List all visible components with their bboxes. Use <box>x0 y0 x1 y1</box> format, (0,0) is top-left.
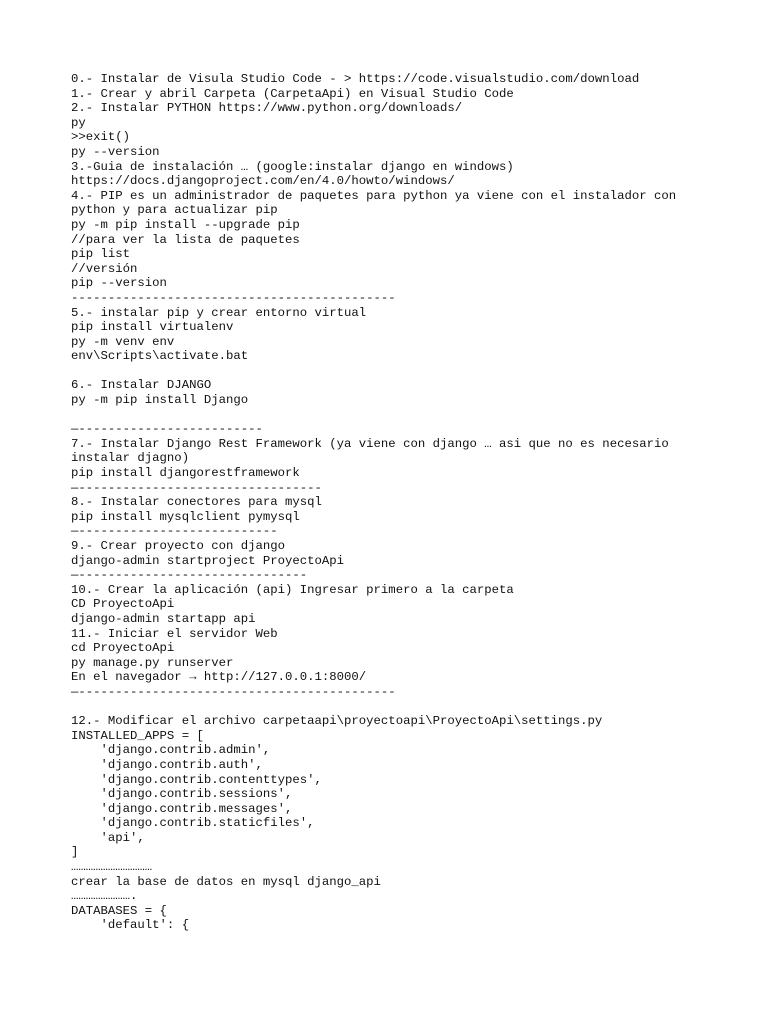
text-line: CD ProyectoApi <box>71 597 175 612</box>
separator-line: —------------------------------- <box>71 568 308 583</box>
text-line: 5.- instalar pip y crear entorno virtual <box>71 305 367 320</box>
text-line: 9.- Crear proyecto con django <box>71 539 286 553</box>
text-line: py --version <box>71 144 160 159</box>
code-line: 'django.contrib.messages', <box>71 801 293 816</box>
text-line: 10.- Crear la aplicación (api) Ingresar primero a la carpeta <box>71 582 514 597</box>
text-line: 11.- Iniciar el servidor Web <box>71 626 278 641</box>
text-line: django-admin startapp api <box>71 611 256 626</box>
text-line: >>exit() <box>71 130 131 145</box>
text-line: pip --version <box>71 276 167 291</box>
code-line: 'default': { <box>71 918 190 933</box>
text-line: 12.- Modificar el archivo carpetaapi\proyectoapi\ProyectoApi\settings.py <box>71 714 603 729</box>
text-line: 4.- PIP es un administrador de paquetes para python ya viene con el instalador con <box>71 188 677 203</box>
text-line: 6.- Instalar DJANGO <box>71 378 212 393</box>
blank-line <box>71 408 751 423</box>
text-line: django-admin startproject ProyectoApi <box>71 553 345 568</box>
code-line: 'django.contrib.admin', <box>71 743 271 758</box>
text-line: 2.- Instalar PYTHON https://www.python.org/downloads/ <box>71 101 463 116</box>
text-line: instalar djagno) <box>71 451 190 466</box>
text-line: https://docs.djangoproject.com/en/4.0/howto/windows/ <box>71 174 455 189</box>
separator-line: —--------------------------------- <box>71 480 322 495</box>
separator-line: ……………………. <box>71 889 138 904</box>
code-line: DATABASES = { <box>71 903 167 918</box>
text-line: py <box>71 115 86 130</box>
text-line: 7.- Instalar Django Rest Framework (ya viene con django … asi que no es necesario <box>71 436 669 451</box>
separator-line: —--------------------------- <box>71 524 278 539</box>
code-line: 'django.contrib.sessions', <box>71 787 293 802</box>
separator-line: -------------------------------------------- <box>71 290 396 305</box>
text-line: py -m venv env <box>71 334 175 349</box>
text-line: 1.- Crear y abril Carpeta (CarpetaApi) en Visual Studio Code <box>71 86 514 101</box>
text-line: pip install mysqlclient pymysql <box>71 509 300 524</box>
separator-line: —------------------------------------------- <box>71 684 396 699</box>
code-line: 'api', <box>71 830 145 845</box>
text-line: En el navegador → http://127.0.0.1:8000/ <box>71 670 367 685</box>
code-line: 'django.contrib.contenttypes', <box>71 772 322 787</box>
text-line: cd ProyectoApi <box>71 641 175 656</box>
code-line: ] <box>71 845 79 860</box>
text-line: env\Scripts\activate.bat <box>71 349 249 364</box>
text-line: 3.-Guia de instalación … (google:instalar django en windows) <box>71 159 514 174</box>
separator-line: …………………………… <box>71 860 153 875</box>
text-line: crear la base de datos en mysql django_api <box>71 874 381 889</box>
text-line: //para ver la lista de paquetes <box>71 232 300 247</box>
separator-line: —------------------------- <box>71 422 263 437</box>
text-line: //versión <box>71 261 138 276</box>
text-line: py manage.py runserver <box>71 655 234 670</box>
text-line: pip install djangorestframework <box>71 466 300 481</box>
text-line: python y para actualizar pip <box>71 203 278 218</box>
text-line: py -m pip install --upgrade pip <box>71 217 300 232</box>
text-line: 8.- Instalar conectores para mysql <box>71 495 322 510</box>
text-line: py -m pip install Django <box>71 393 249 408</box>
code-line: INSTALLED_APPS = [ <box>71 728 204 743</box>
text-line: 0.- Instalar de Visula Studio Code - > https://code.visualstudio.com/download <box>71 72 640 86</box>
code-line: 'django.contrib.auth', <box>71 757 263 772</box>
document-body <box>71 72 751 933</box>
code-line: 'django.contrib.staticfiles', <box>71 816 315 831</box>
text-line: pip install virtualenv <box>71 320 234 335</box>
text-line: pip list <box>71 247 131 262</box>
blank-line <box>71 700 751 715</box>
blank-line <box>71 364 751 379</box>
